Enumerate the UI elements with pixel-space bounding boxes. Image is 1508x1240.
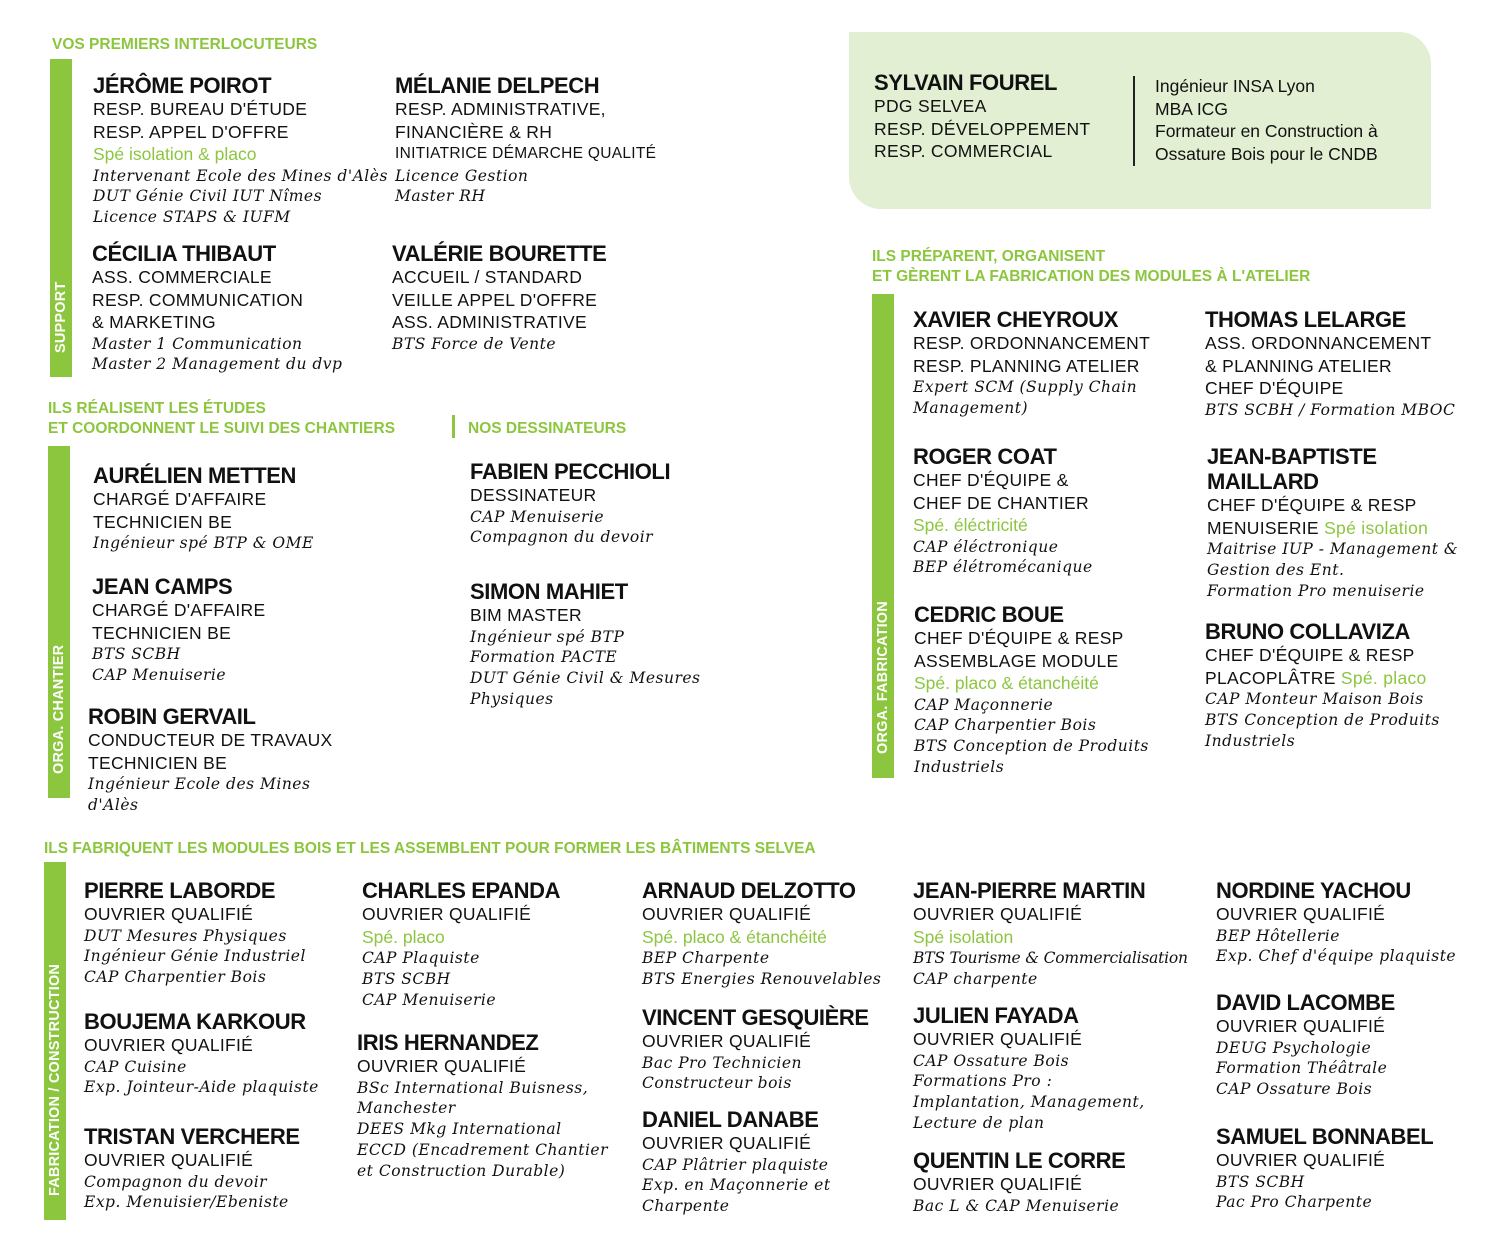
person-name: PIERRE LABORDE xyxy=(84,878,276,903)
person-card-metten xyxy=(93,463,393,554)
person-role: OUVRIER QUALIFIÉ xyxy=(1216,1016,1386,1036)
person-education: CAP Charpentier Bois xyxy=(84,968,267,987)
person-education: CAP Menuiserie xyxy=(362,990,497,1009)
person-name: MÉLANIE DELPECH xyxy=(395,73,600,98)
person-card-bourette xyxy=(392,241,692,354)
person-name: MAILLARD xyxy=(1207,469,1319,494)
person-card-bonnabel xyxy=(1216,1124,1508,1213)
person-card-verchere xyxy=(84,1124,384,1213)
person-education: BEP Hôtellerie xyxy=(1216,926,1340,945)
ceo-divider xyxy=(1133,76,1135,166)
section-title-etudes-line2: ET COORDONNENT LE SUIVI DES CHANTIERS xyxy=(48,420,396,437)
person-education: CAP Ossature Bois xyxy=(1216,1080,1373,1099)
person-name: VALÉRIE BOURETTE xyxy=(392,241,607,266)
person-role: & PLANNING ATELIER xyxy=(1205,355,1392,376)
person-card-mahiet xyxy=(470,579,770,710)
person-role: RESP. COMMUNICATION xyxy=(92,289,304,310)
person-name: ROGER COAT xyxy=(913,444,1057,469)
person-role: VEILLE APPEL D'OFFRE xyxy=(392,289,598,310)
person-card-lacombe xyxy=(1216,990,1508,1100)
section-title-premiers: VOS PREMIERS INTERLOCUTEURS xyxy=(52,36,318,53)
person-education: Master RH xyxy=(395,187,486,206)
person-education: BEP élétromécanique xyxy=(913,558,1093,577)
person-education: Constructeur bois xyxy=(642,1074,792,1093)
person-education: CAP Monteur Maison Bois xyxy=(1205,690,1424,708)
person-name: ARNAUD DELZOTTO xyxy=(642,878,856,903)
person-role: OUVRIER QUALIFIÉ xyxy=(913,1029,1083,1049)
person-education: BTS Conception de Produits xyxy=(1205,710,1440,729)
person-card-yachou xyxy=(1216,878,1508,967)
orga-fabrication-bar xyxy=(872,294,894,778)
person-role: CHEF D'ÉQUIPE & RESP xyxy=(1205,645,1415,665)
person-education: CAP Cuisine xyxy=(84,1057,187,1076)
person-name: JÉRÔME POIROT xyxy=(93,73,272,98)
person-card-poirot xyxy=(93,73,393,228)
person-name: XAVIER CHEYROUX xyxy=(913,307,1119,332)
person-education: BTS SCBH / Formation MBOC xyxy=(1205,400,1456,419)
ceo-panel xyxy=(849,32,1431,209)
person-education: DEUG Psychologie xyxy=(1216,1038,1372,1057)
person-card-thibaut xyxy=(92,241,392,375)
person-education: d'Alès xyxy=(88,795,139,814)
person-role: TECHNICIEN BE xyxy=(92,622,232,643)
person-specialty: Spé. placo xyxy=(362,926,445,947)
person-role: RESP. ORDONNANCEMENT xyxy=(913,333,1151,353)
person-name: CHARLES EPANDA xyxy=(362,878,561,903)
ceo-bio-line: MBA ICG xyxy=(1155,98,1228,119)
person-education: Management) xyxy=(913,398,1029,417)
person-education: CAP Menuiserie xyxy=(470,507,605,526)
support-bar xyxy=(50,59,72,377)
person-role: BIM MASTER xyxy=(470,605,582,625)
person-card-martin xyxy=(913,878,1213,990)
ceo-bio xyxy=(1155,75,1378,165)
person-role: OUVRIER QUALIFIÉ xyxy=(84,904,254,924)
person-role xyxy=(1205,667,1505,690)
person-education: Formation Théâtrale xyxy=(1216,1059,1388,1078)
person-role: CONDUCTEUR DE TRAVAUX xyxy=(88,730,333,750)
person-role-text: PLACOPLÂTRE xyxy=(1205,667,1336,688)
person-education: BTS SCBH xyxy=(92,645,181,663)
person-education: Compagnon du devoir xyxy=(84,1172,268,1191)
person-role: RESP. PLANNING ATELIER xyxy=(913,355,1140,376)
person-role: OUVRIER QUALIFIÉ xyxy=(357,1056,527,1076)
person-education: CAP Plaquiste xyxy=(362,949,480,967)
person-name: CÉCILIA THIBAUT xyxy=(92,241,276,266)
person-card-epanda xyxy=(362,878,662,1010)
orga-chantier-bar xyxy=(48,446,70,798)
person-role: CHARGÉ D'AFFAIRE xyxy=(93,489,267,509)
person-role: ASS. COMMERCIALE xyxy=(92,267,272,287)
person-education: ECCD (Encadrement Chantier xyxy=(357,1140,609,1159)
person-education: Physiques xyxy=(470,689,554,708)
person-education: CAP Ossature Bois xyxy=(913,1051,1070,1070)
orga-fabrication-bar-label: ORGA. FABRICATION xyxy=(875,601,891,754)
person-education: Ingénieur spé BTP & OME xyxy=(93,534,314,552)
person-card-camps xyxy=(92,574,392,686)
person-role: OUVRIER QUALIFIÉ xyxy=(642,1133,812,1153)
person-education: DEES Mkg International xyxy=(357,1120,562,1139)
person-education: Bac Pro Technicien xyxy=(642,1053,803,1072)
person-education: Industriels xyxy=(914,757,1005,776)
person-role: RESP. DÉVELOPPEMENT xyxy=(874,118,1091,139)
person-education: CAP Charpentier Bois xyxy=(914,716,1097,735)
person-education: et Construction Durable) xyxy=(357,1161,566,1180)
orga-chantier-bar-label: ORGA. CHANTIER xyxy=(51,644,67,774)
person-name: DANIEL DANABE xyxy=(642,1107,819,1132)
person-name: JULIEN FAYADA xyxy=(913,1003,1079,1028)
person-name: CEDRIC BOUE xyxy=(914,602,1064,627)
section-title-etudes-line1: ILS RÉALISENT LES ÉTUDES xyxy=(48,400,266,417)
person-education: Compagnon du devoir xyxy=(470,528,654,547)
person-role: FINANCIÈRE & RH xyxy=(395,121,553,142)
person-education: BTS Force de Vente xyxy=(392,334,557,353)
person-education: CAP Menuiserie xyxy=(92,665,227,684)
person-name: JEAN-PIERRE MARTIN xyxy=(913,878,1146,903)
person-role: OUVRIER QUALIFIÉ xyxy=(1216,904,1386,924)
person-role: OUVRIER QUALIFIÉ xyxy=(362,904,532,924)
person-specialty: Spé. éléctricité xyxy=(913,515,1028,535)
person-education: Licence STAPS & IUFM xyxy=(93,208,291,227)
person-card-hernandez xyxy=(357,1030,657,1181)
person-education: BTS SCBH xyxy=(1216,1172,1305,1191)
person-role: CHEF DE CHANTIER xyxy=(913,492,1089,513)
person-card-laborde xyxy=(84,878,384,988)
ceo-bio-line: Ossature Bois pour le CNDB xyxy=(1155,143,1378,164)
person-education: Bac L & CAP Menuiserie xyxy=(913,1196,1120,1215)
person-education: Expert SCM (Supply Chain xyxy=(913,378,1138,396)
person-education: Exp. en Maçonnerie et xyxy=(642,1176,831,1195)
person-card-pecchioli xyxy=(470,459,770,548)
person-education: CAP éléctronique xyxy=(913,537,1059,556)
person-education: Intervenant Ecole des Mines d'Alès xyxy=(93,166,388,185)
ceo-card xyxy=(874,70,1174,163)
person-card-gervail xyxy=(88,704,388,816)
person-education: Ingénieur Ecole des Mines xyxy=(88,775,311,793)
person-card-collaviza xyxy=(1205,619,1505,751)
person-education: DUT Mesures Physiques xyxy=(84,926,287,945)
person-education: CAP charpente xyxy=(913,969,1038,988)
person-education: Formation Pro menuiserie xyxy=(1207,581,1425,600)
person-role: TECHNICIEN BE xyxy=(93,511,233,532)
person-role: ASSEMBLAGE MODULE xyxy=(914,650,1119,671)
person-role: TECHNICIEN BE xyxy=(88,752,228,773)
person-card-delzotto xyxy=(642,878,942,990)
fabrication-construction-bar-label: FABRICATION / CONSTRUCTION xyxy=(47,963,63,1196)
person-card-fayada xyxy=(913,1003,1213,1134)
person-education: BSc International Buisness, xyxy=(357,1078,589,1097)
person-name: JEAN-BAPTISTE xyxy=(1207,444,1377,469)
person-role: OUVRIER QUALIFIÉ xyxy=(642,1031,812,1051)
person-specialty: Spé. placo & étanchéité xyxy=(642,926,827,947)
person-card-lelarge xyxy=(1205,307,1505,420)
person-education: Ingénieur Génie Industriel xyxy=(84,947,306,966)
person-education: Master 1 Communication xyxy=(92,334,303,353)
person-education: DUT Génie Civil IUT Nîmes xyxy=(93,187,323,206)
person-role: CHEF D'ÉQUIPE & RESP xyxy=(914,628,1124,648)
person-education: CAP Maçonnerie xyxy=(914,695,1054,714)
person-name: THOMAS LELARGE xyxy=(1205,307,1406,332)
person-role: & MARKETING xyxy=(92,312,216,332)
person-name: AURÉLIEN METTEN xyxy=(93,463,297,488)
person-name: IRIS HERNANDEZ xyxy=(357,1030,539,1055)
person-education: Ingénieur spé BTP xyxy=(470,627,625,646)
person-education: CAP Plâtrier plaquiste xyxy=(642,1155,829,1174)
person-education: Formation PACTE xyxy=(470,648,618,667)
person-education: Implantation, Management, xyxy=(913,1093,1145,1112)
person-card-danabe xyxy=(642,1107,942,1217)
person-education: Industriels xyxy=(1205,731,1296,750)
person-card-gesquiere xyxy=(642,1005,942,1094)
person-name: JEAN CAMPS xyxy=(92,574,233,599)
person-name: BRUNO COLLAVIZA xyxy=(1205,619,1411,644)
person-education: Maitrise IUP - Management & xyxy=(1207,540,1459,558)
person-education: BTS Tourisme & Commercialisation xyxy=(913,949,1188,967)
person-card-boue xyxy=(914,602,1214,778)
person-name: FABIEN PECCHIOLI xyxy=(470,459,671,484)
support-bar-label: SUPPORT xyxy=(53,281,69,353)
person-role: OUVRIER QUALIFIÉ xyxy=(84,1035,254,1055)
person-role: CHEF D'ÉQUIPE & xyxy=(913,470,1069,490)
section-title-dessinateurs: NOS DESSINATEURS xyxy=(468,420,627,437)
person-education: Exp. Menuisier/Ebeniste xyxy=(84,1193,289,1212)
person-name: BOUJEMA KARKOUR xyxy=(84,1009,306,1034)
person-card-karkour xyxy=(84,1009,384,1098)
person-education: Master 2 Management du dvp xyxy=(92,355,343,374)
person-card-cheyroux xyxy=(913,307,1213,419)
person-card-lecorre xyxy=(913,1148,1213,1216)
person-role: RESP. APPEL D'OFFRE xyxy=(93,121,289,142)
person-name: QUENTIN LE CORRE xyxy=(913,1148,1126,1173)
person-role: OUVRIER QUALIFIÉ xyxy=(1216,1150,1386,1170)
person-card-maillard xyxy=(1207,444,1507,601)
person-role: INITIATRICE DÉMARCHE QUALITÉ xyxy=(395,145,657,162)
person-specialty: Spé. placo & étanchéité xyxy=(914,673,1099,693)
person-card-delpech xyxy=(395,73,695,207)
person-education: Lecture de plan xyxy=(913,1113,1045,1132)
person-education: BEP Charpente xyxy=(642,949,770,967)
person-education: Manchester xyxy=(357,1099,456,1118)
person-education: Formations Pro : xyxy=(913,1072,1053,1091)
section-title-prepa-line2: ET GÈRENT LA FABRICATION DES MODULES À L'ATELIER xyxy=(872,268,1311,285)
person-role: OUVRIER QUALIFIÉ xyxy=(913,904,1083,924)
person-education: BTS Conception de Produits xyxy=(914,737,1149,756)
person-name: NORDINE YACHOU xyxy=(1216,878,1411,903)
section-title-fabriquent: ILS FABRIQUENT LES MODULES BOIS ET LES ASSEMBLENT POUR FORMER LES BÂTIMENTS SELVEA xyxy=(44,840,816,857)
person-card-coat xyxy=(913,444,1213,578)
person-name: ROBIN GERVAIL xyxy=(88,704,256,729)
person-education: Exp. Chef d'équipe plaquiste xyxy=(1216,947,1457,966)
person-role: OUVRIER QUALIFIÉ xyxy=(642,904,812,924)
person-role: CHARGÉ D'AFFAIRE xyxy=(92,600,266,620)
person-role: RESP. COMMERCIAL xyxy=(874,141,1053,161)
person-role: OUVRIER QUALIFIÉ xyxy=(913,1174,1083,1194)
ceo-bio-line: Formateur en Construction à xyxy=(1155,121,1378,141)
person-education: Pac Pro Charpente xyxy=(1216,1193,1373,1212)
person-specialty: Spé. placo xyxy=(1340,667,1427,688)
ceo-bio-line: Ingénieur INSA Lyon xyxy=(1155,76,1315,96)
person-role: ACCUEIL / STANDARD xyxy=(392,267,583,287)
person-specialty: Spé isolation xyxy=(913,926,1014,947)
person-name: SAMUEL BONNABEL xyxy=(1216,1124,1434,1149)
section-separator xyxy=(452,415,455,438)
person-role xyxy=(1207,517,1507,540)
person-education: Gestion des Ent. xyxy=(1207,560,1345,579)
person-name: TRISTAN VERCHERE xyxy=(84,1124,300,1149)
section-title-prepa-line1: ILS PRÉPARENT, ORGANISENT xyxy=(872,248,1106,265)
person-role: CHEF D'ÉQUIPE & RESP xyxy=(1207,495,1417,515)
person-name: SYLVAIN FOUREL xyxy=(874,70,1058,95)
person-role: ASS. ADMINISTRATIVE xyxy=(392,312,587,332)
person-education: BTS Energies Renouvelables xyxy=(642,969,882,988)
person-education: DUT Génie Civil & Mesures xyxy=(470,669,701,688)
person-name: SIMON MAHIET xyxy=(470,579,628,604)
fabrication-construction-bar xyxy=(44,862,66,1220)
person-role: ASS. ORDONNANCEMENT xyxy=(1205,333,1432,353)
person-name: VINCENT GESQUIÈRE xyxy=(642,1005,869,1030)
person-specialty: Spé isolation xyxy=(1324,517,1429,538)
person-role: OUVRIER QUALIFIÉ xyxy=(84,1150,254,1170)
person-role: DESSINATEUR xyxy=(470,485,597,505)
person-specialty: Spé isolation & placo xyxy=(93,144,257,164)
person-role: RESP. ADMINISTRATIVE, xyxy=(395,99,606,119)
person-role: CHEF D'ÉQUIPE xyxy=(1205,378,1344,398)
person-role: PDG SELVEA xyxy=(874,96,987,116)
person-role-text: MENUISERIE xyxy=(1207,517,1319,538)
person-education: Charpente xyxy=(642,1197,730,1216)
person-name: DAVID LACOMBE xyxy=(1216,990,1395,1015)
person-education: Licence Gestion xyxy=(395,166,529,185)
person-education: BTS SCBH xyxy=(362,969,451,988)
person-role: RESP. BUREAU D'ÉTUDE xyxy=(93,99,308,119)
person-education: Exp. Jointeur-Aide plaquiste xyxy=(84,1078,319,1097)
